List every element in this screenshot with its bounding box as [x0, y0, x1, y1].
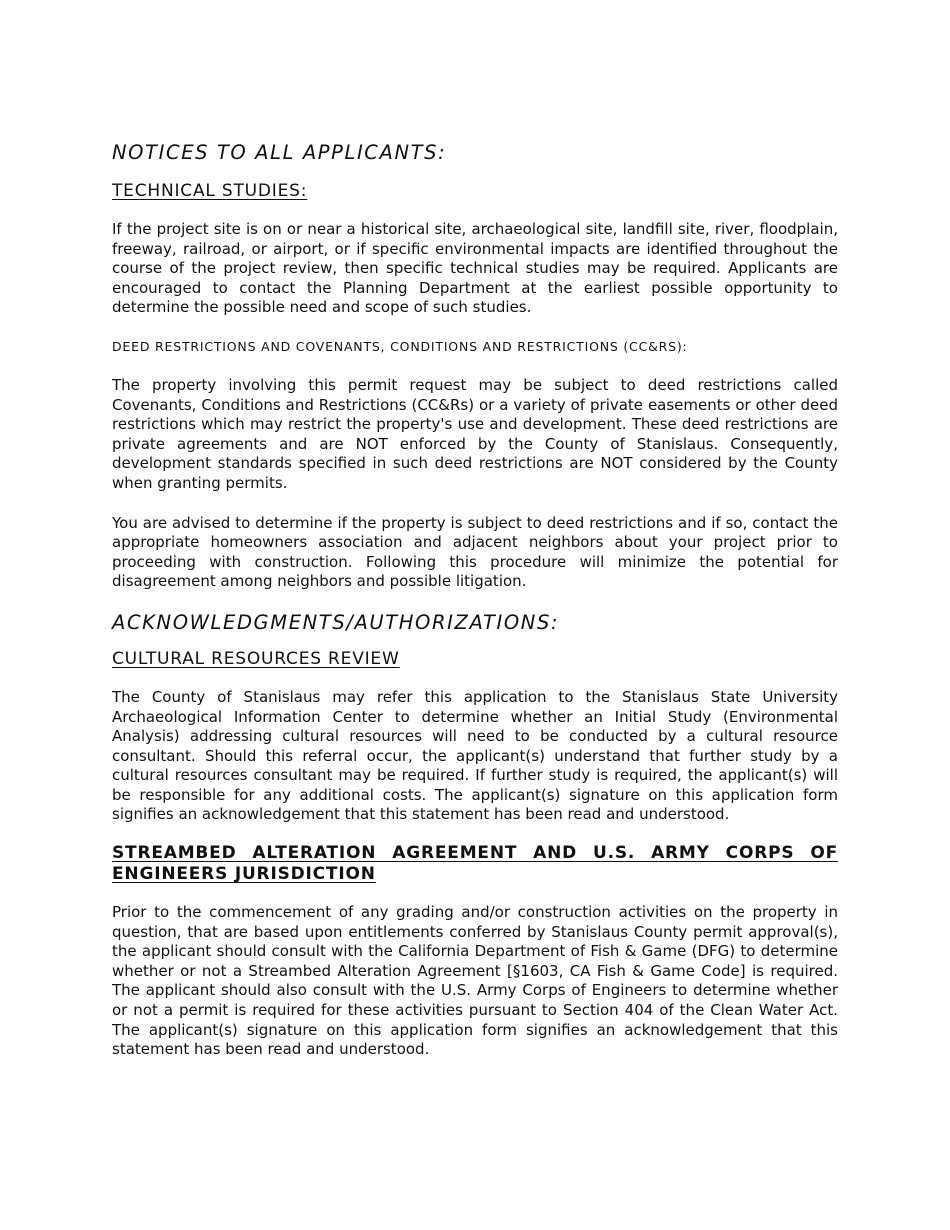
- document-page: [112, 138, 838, 1060]
- notices-heading: NOTICES TO ALL APPLICANTS:: [112, 141, 447, 164]
- streambed-paragraph: Prior to the commencement of any grading and/or construction activities on the property in question, that are based upon entitlements conferred by Stanislaus County permit approval(s), the applicant should consult with the California Department of Fish & Game (DFG) to determine whether or not a Streambed Alteration Agreement [§1603, CA Fish & Game Code] is required. The applicant should also consult with the U.S. Army Corps of Engineers to determine whether or not a permit is required for these activities pursuant to Section 404 of the Clean Water Act. The applicant(s) signature on this application form signifies an acknowledgement that this statement has been read and understood.: [112, 903, 838, 1059]
- deed-restrictions-paragraph-1: The property involving this permit request may be subject to deed restrictions called Covenants, Conditions and Restrictions (CC&Rs) or a variety of private easements or other deed restrictions which may restrict the property's use and development. These deed restrictions are private agreements and are NOT enforced by the County of Stanislaus. Consequently, development standards specified in such deed restrictions are NOT considered by the County when granting permits.: [112, 375, 838, 492]
- cultural-resources-heading: CULTURAL RESOURCES REVIEW: [112, 648, 400, 669]
- technical-studies-heading: TECHNICAL STUDIES:: [112, 181, 308, 201]
- deed-restrictions-heading: DEED RESTRICTIONS AND COVENANTS, CONDITIONS AND RESTRICTIONS (CC&RS):: [112, 338, 688, 354]
- acknowledgments-heading: ACKNOWLEDGMENTS/AUTHORIZATIONS:: [112, 610, 560, 634]
- deed-restrictions-paragraph-2: You are advised to determine if the property is subject to deed restrictions and if so, contact the appropriate homeowners association and adjacent neighbors about your project prior to proceeding with construction. Following this procedure will minimize the potential for disagreement among neighbors and possible litigation.: [112, 513, 838, 591]
- cultural-resources-paragraph: The County of Stanislaus may refer this application to the Stanislaus State University Archaeological Information Center to determine whether an Initial Study (Environmental Analysis) addressing cultural resources will need to be conducted by a cultural resource consultant. Should this referral occur, the applicant(s) understand that further study by a cultural resources consultant may be required. If further study is required, the applicant(s) will be responsible for any additional costs. The applicant(s) signature on this application form signifies an acknowledgement that this statement has been read and understood.: [112, 687, 838, 824]
- technical-studies-paragraph: If the project site is on or near a historical site, archaeological site, landfill site, river, floodplain, freeway, railroad, or airport, or if specific environmental impacts are identified throughout the course of the project review, then specific technical studies may be required. Applicants are encouraged to contact the Planning Department at the earliest possible opportunity to determine the possible need and scope of such studies.: [112, 220, 838, 317]
- streambed-heading: STREAMBED ALTERATION AGREEMENT AND U.S. ARMY CORPS OF ENGINEERS JURISDICTION: [112, 843, 838, 885]
